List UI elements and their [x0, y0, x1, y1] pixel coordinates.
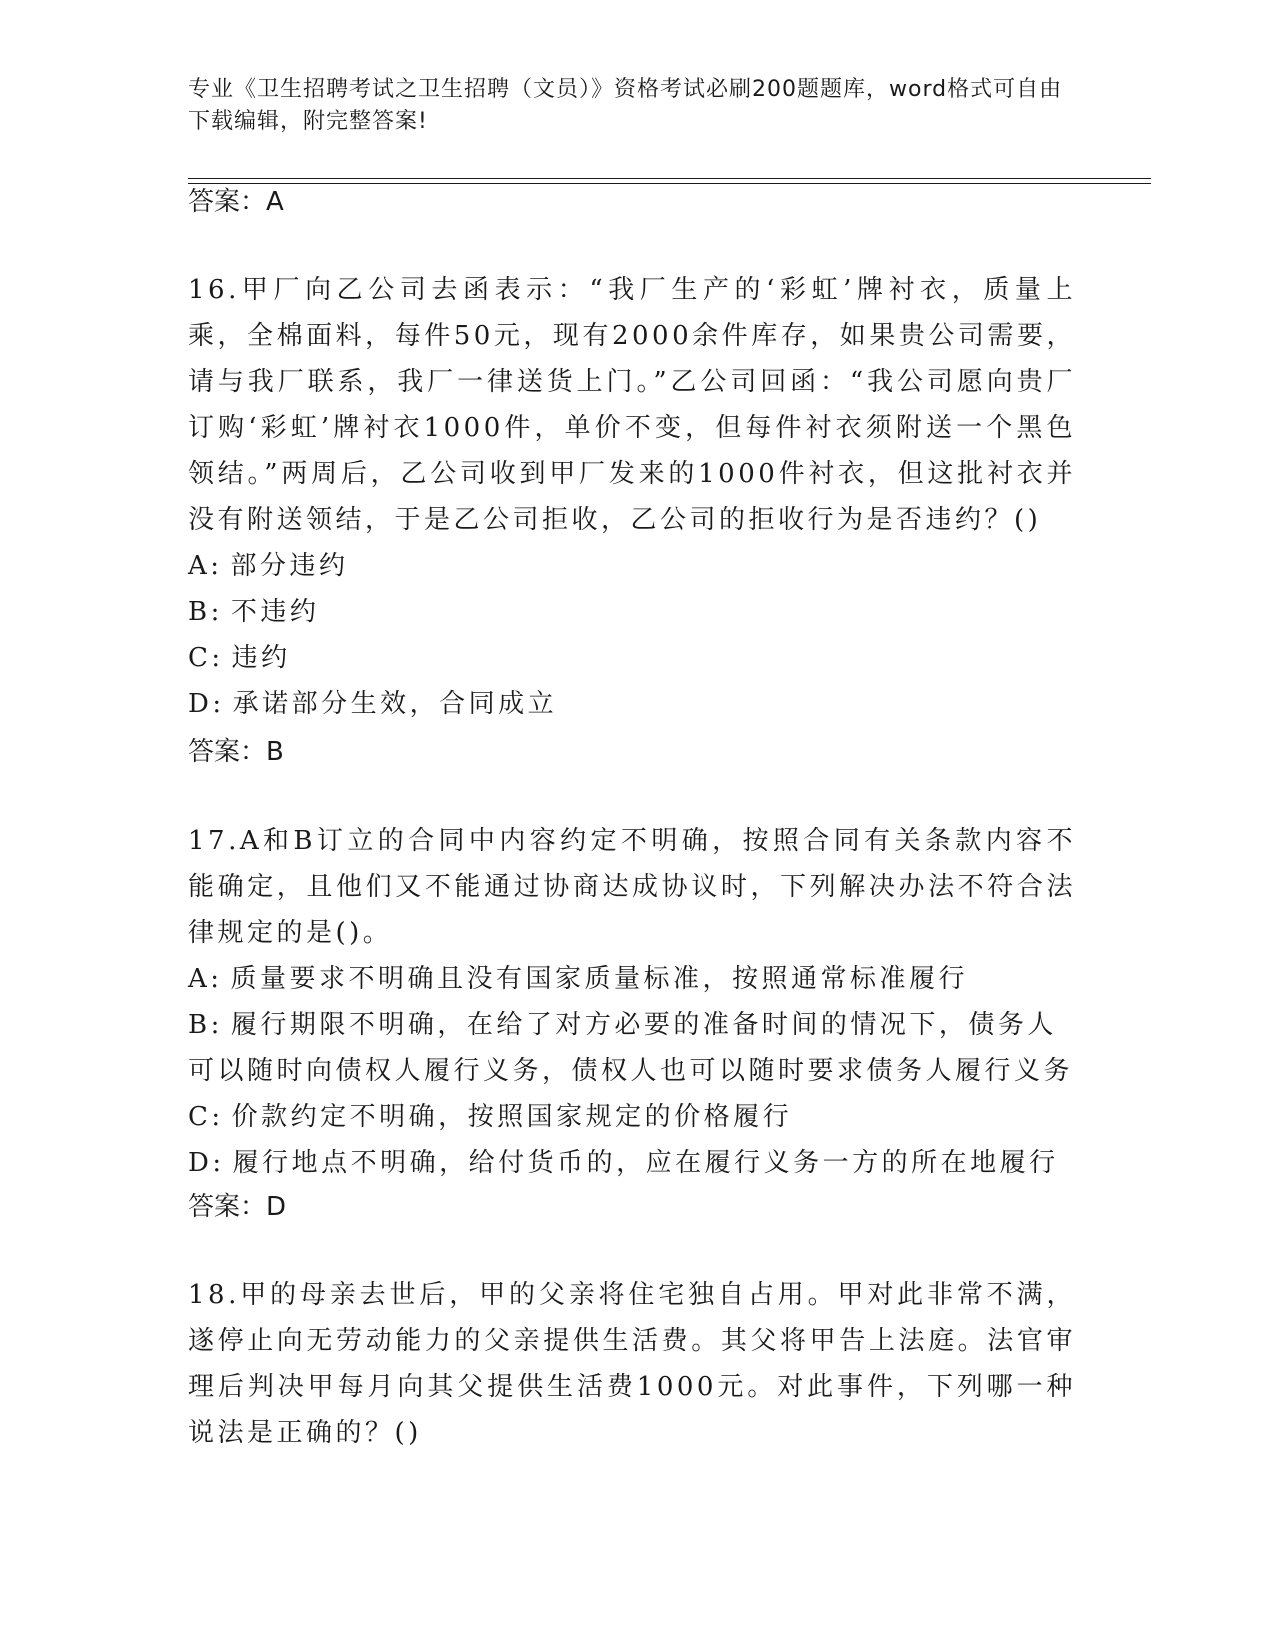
option-letter: A:: [188, 551, 223, 581]
option-a: [188, 956, 1076, 1002]
option-text: 不违约: [230, 597, 320, 627]
question-16: [188, 267, 1076, 727]
option-c: [188, 1094, 1076, 1140]
option-letter: D:: [188, 689, 225, 719]
option-c: [188, 635, 1076, 681]
option-text: 履行期限不明确，在给了对方必要的准备时间的情况下，债务人可以随时向债权人履行义务，债权人也可以随时要求债务人履行义务: [188, 1010, 1074, 1086]
option-a: [188, 543, 1076, 589]
option-text: 履行地点不明确，给付货币的，应在履行义务一方的所在地履行: [232, 1148, 1059, 1178]
question-17: [188, 818, 1076, 1186]
answer-16: 答案：B: [188, 737, 284, 767]
header-title: 专业《卫生招聘考试之卫生招聘（文员）》资格考试必刷200题题库，word格式可自由下载编辑，附完整答案!: [188, 77, 1063, 134]
document-header: [188, 74, 1068, 138]
option-b: [188, 589, 1076, 635]
header-rule-top: [188, 178, 1151, 179]
option-text: 质量要求不明确且没有国家质量标准，按照通常标准履行: [230, 964, 969, 994]
option-d: [188, 681, 1076, 727]
option-text: 部分违约: [230, 551, 349, 581]
question-18: [188, 1272, 1076, 1456]
header-rule-bottom: [188, 183, 1151, 184]
option-letter: A:: [188, 964, 223, 994]
option-d: [188, 1140, 1076, 1186]
option-text: 价款约定不明确，按照国家规定的价格履行: [231, 1102, 793, 1132]
answer-prev: 答案：A: [188, 187, 284, 217]
option-b: [188, 1002, 1076, 1094]
option-letter: B:: [188, 597, 223, 627]
option-letter: B:: [188, 1010, 223, 1040]
option-letter: C:: [188, 1102, 224, 1132]
option-letter: D:: [188, 1148, 225, 1178]
question-stem: 18.甲的母亲去世后，甲的父亲将住宅独自占用。甲对此非常不满，遂停止向无劳动能力的父亲提供生活费。其父将甲告上法庭。法官审理后判决甲每月向其父提供生活费1000元。对此事件，下列哪一种说法是正确的？(): [188, 1280, 1076, 1448]
answer-17: 答案：D: [188, 1192, 287, 1222]
option-text: 承诺部分生效，合同成立: [232, 689, 558, 719]
option-letter: C:: [188, 643, 224, 673]
option-text: 违约: [231, 643, 291, 673]
question-stem: 16.甲厂向乙公司去函表示：“我厂生产的‘彩虹’牌衬衣，质量上乘，全棉面料，每件50元，现有2000余件库存，如果贵公司需要，请与我厂联系，我厂一律送货上门。”乙公司回函：“我公司愿向贵厂订购‘彩虹’牌衬衣1000件，单价不变，但每件衬衣须附送一个黑色领结。”两周后，乙公司收到甲厂发来的1000件衬衣，但这批衬衣并没有附送领结，于是乙公司拒收，乙公司的拒收行为是否违约？(): [188, 275, 1076, 535]
question-stem: 17.A和B订立的合同中内容约定不明确，按照合同有关条款内容不能确定，且他们又不能通过协商达成协议时，下列解决办法不符合法律规定的是()。: [188, 826, 1076, 948]
